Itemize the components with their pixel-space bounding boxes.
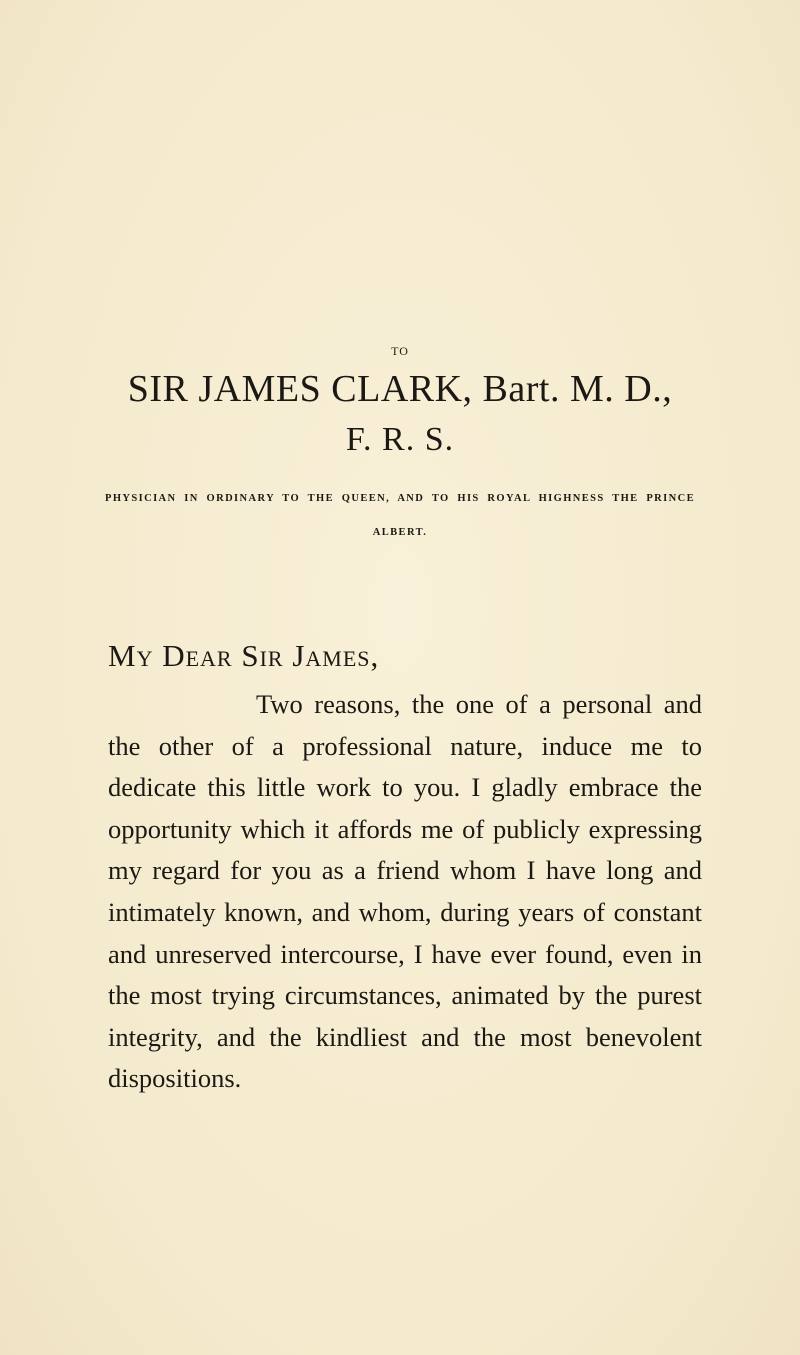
dedicatee-credentials: F. R. S.	[345, 421, 455, 458]
dedication-to: TO	[391, 344, 409, 358]
letter-salutation: My Dear Sir James,	[108, 638, 380, 673]
dedicatee-office: PHYSICIAN IN ORDINARY TO THE QUEEN, AND TO HIS ROYAL HIGHNESS THE PRINCE ALBERT.	[105, 493, 695, 538]
letter-body: Two reasons, the one of a personal and the other of a professional nature, induce me to dedicate this little work to you. I gladly embrace the opportunity which it affords me of publicly expressing my regard for you as a friend whom I have long and intimately known, and whom, during years of constant and unreserved intercourse, I have ever found, even in the most trying circumstances, animated by the purest integrity, and the kindliest and the most benevolent dispositions.	[108, 689, 702, 1094]
dedicatee-name: SIR JAMES CLARK, Bart. M. D.,	[127, 368, 673, 410]
